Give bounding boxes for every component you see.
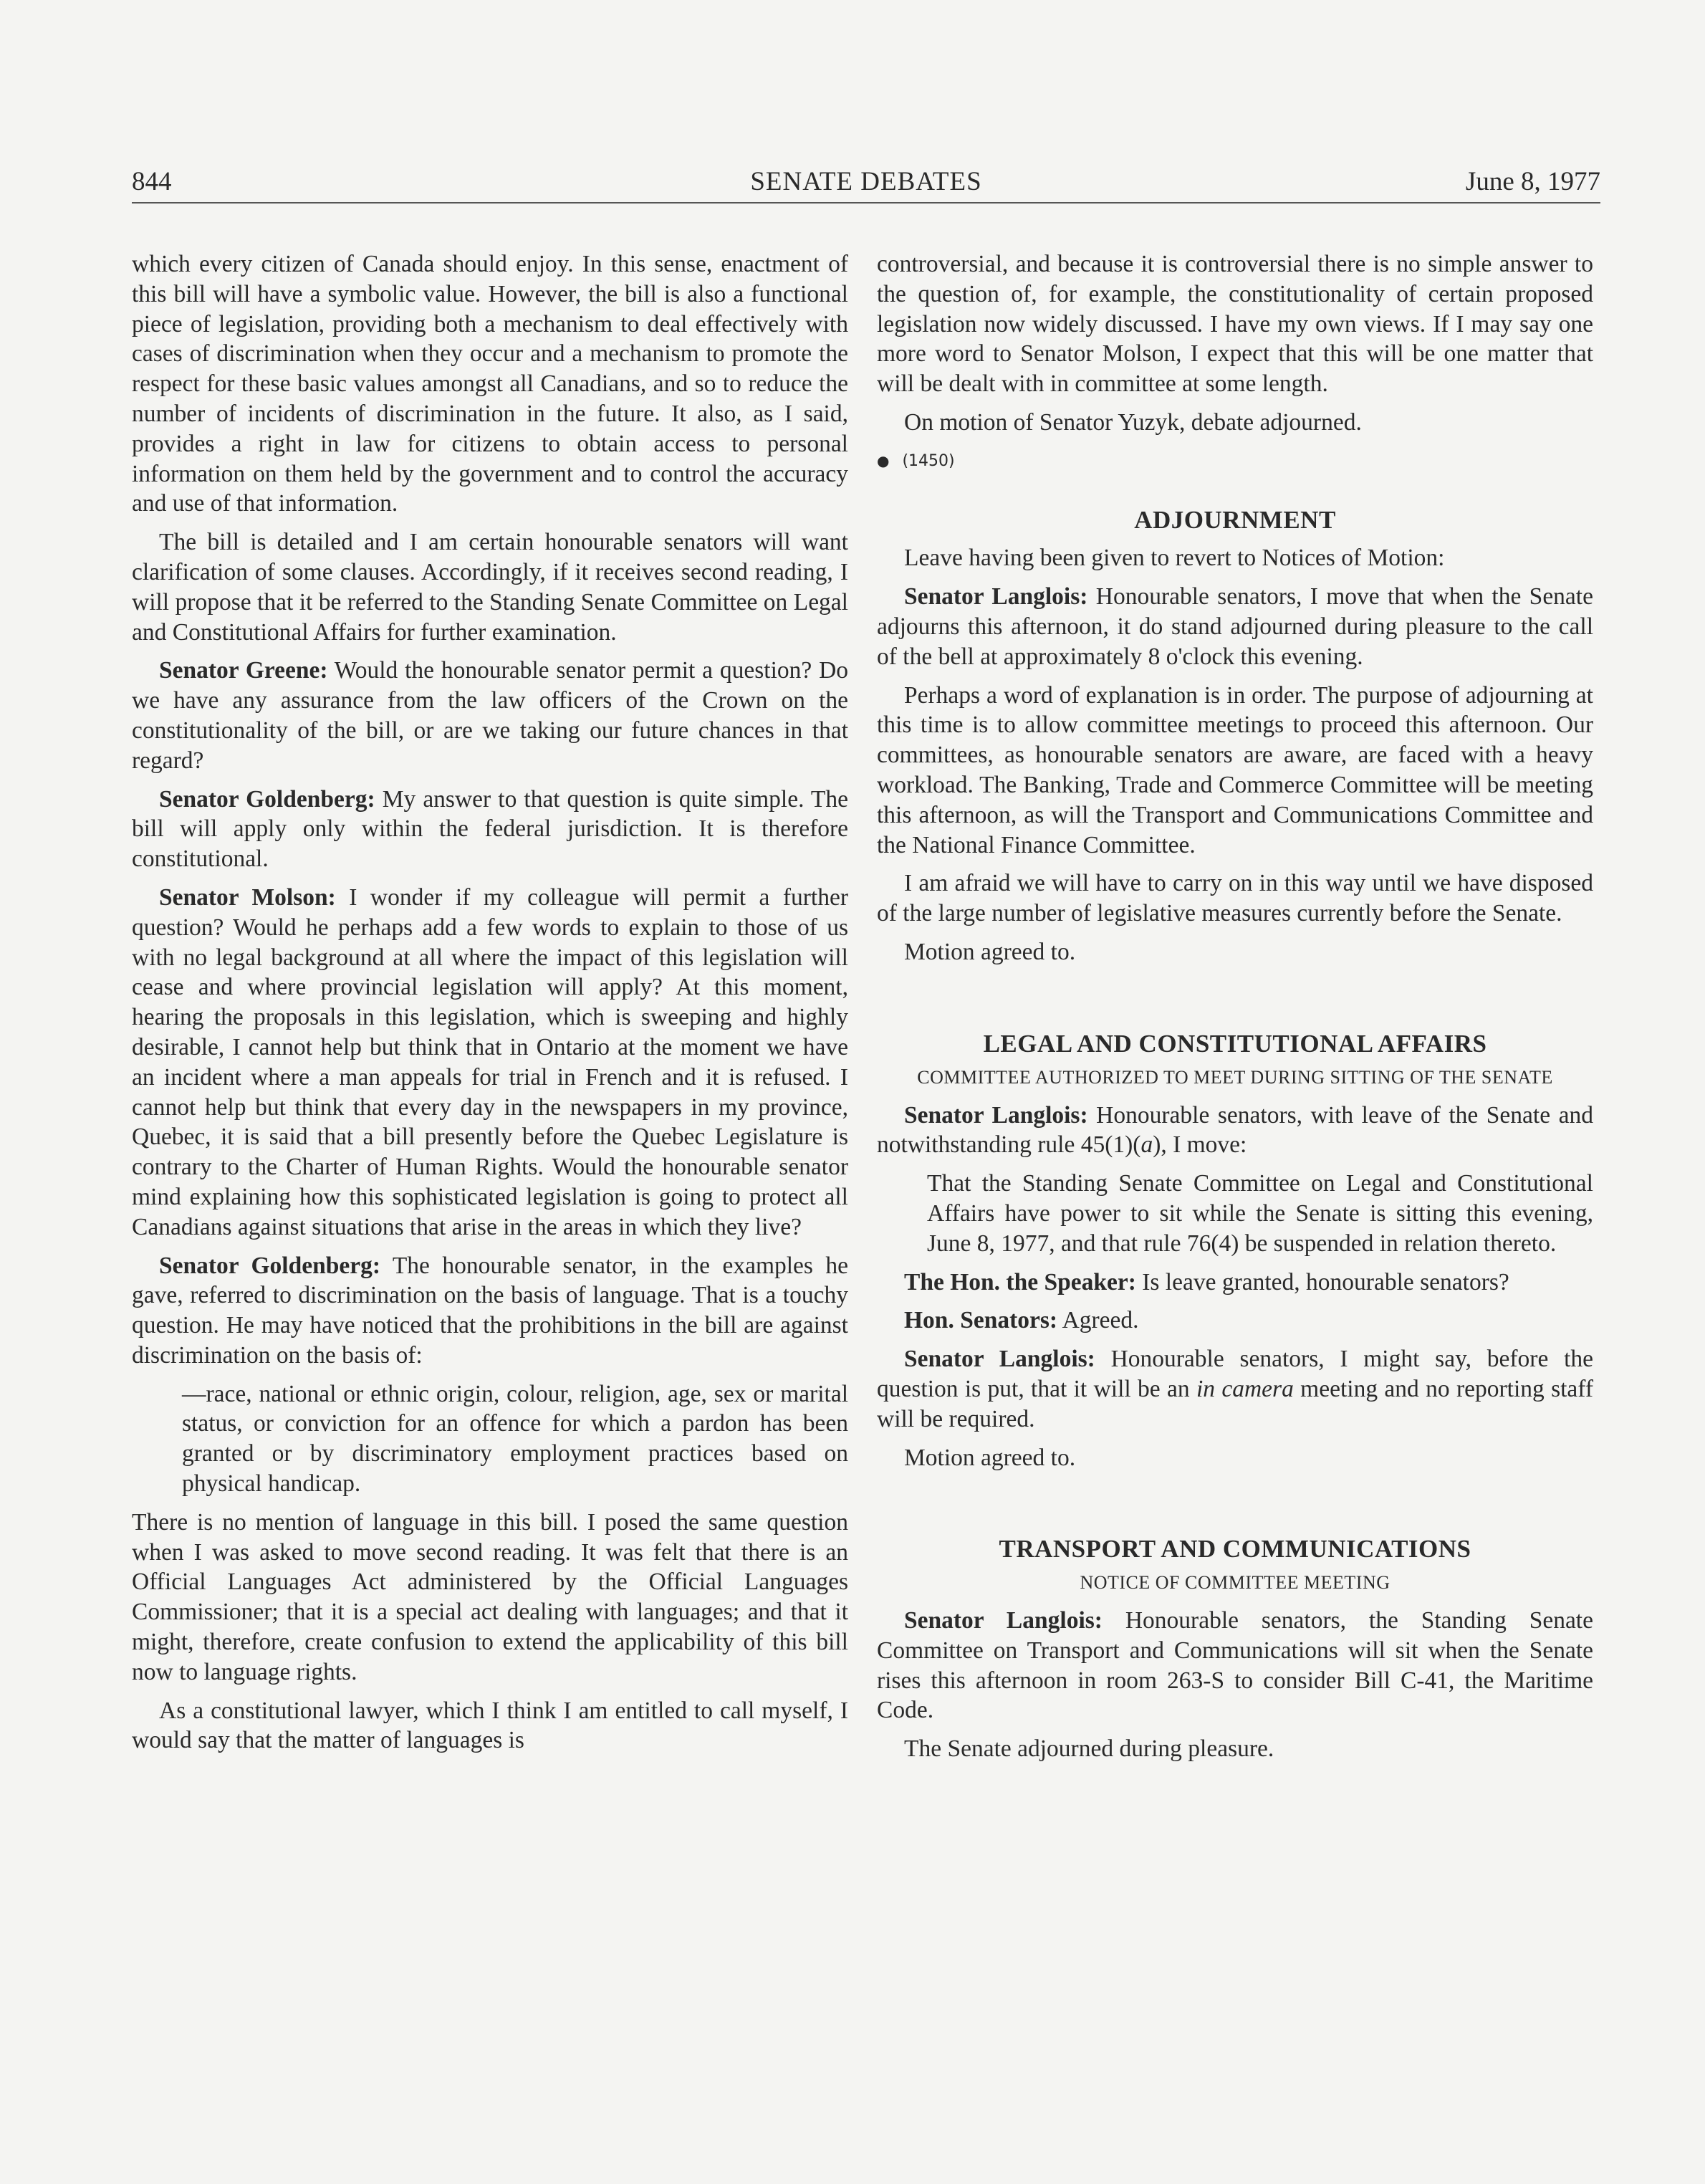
speech-text-italic: in camera bbox=[1196, 1375, 1294, 1402]
paragraph: I am afraid we will have to carry on in this way until we have disposed of the large number of legislative measures currently before the Senate. bbox=[877, 870, 1593, 927]
section-heading-adjournment: ADJOURNMENT bbox=[1134, 505, 1336, 534]
speaker-name: Senator Langlois: bbox=[904, 1346, 1095, 1373]
speech-senators bbox=[877, 1306, 1593, 1336]
time-marker-text: (1450) bbox=[902, 451, 955, 470]
paragraph: Motion agreed to. bbox=[904, 1444, 1076, 1471]
speaker-name: Senator Langlois: bbox=[904, 1607, 1103, 1634]
speaker-name: Senator Goldenberg: bbox=[159, 785, 375, 813]
paragraph: Leave having been given to revert to Notices of Motion: bbox=[904, 545, 1445, 572]
speech-text: Honourable senators, I move that when the Senate adjourns this afternoon, it do stand adjourned during pleasure to the call of the bell at approximately 8 o'clock this evening. bbox=[877, 583, 1593, 670]
speech-text: Would the honourable senator permit a question? Do we have any assurance from the law officers of the Crown on the constitutionality of the bill, or are we taking our future chances in that regard? bbox=[132, 657, 849, 774]
speech-speaker bbox=[877, 1268, 1593, 1298]
speech-text: meeting and no reporting staff will be required. bbox=[877, 1375, 1594, 1432]
spacer bbox=[877, 1481, 1593, 1514]
spacer bbox=[877, 976, 1593, 1009]
speaker-name: Senator Langlois: bbox=[904, 1101, 1088, 1129]
speech-goldenberg bbox=[132, 785, 848, 874]
section-subheading-transport: NOTICE OF COMMITTEE MEETING bbox=[1080, 1572, 1391, 1594]
speaker-name: Senator Langlois: bbox=[904, 583, 1088, 610]
paragraph: controversial, and because it is controversial there is no simple answer to the question of, for example, the constitutionality of certain proposed legislation now widely discussed. I have my own views. If I may say one more word to Senator Molson, I expect that this will be one matter that will be dealt with in committee at some length. bbox=[877, 251, 1593, 398]
speech-molson bbox=[132, 883, 848, 1242]
paragraph: There is no mention of language in this bill. I posed the same question when I was asked to move second reading. It was felt that there is an Official Languages Act administered by the Official Languages Commissioner; that it is a special act dealing with languages; and that it might, therefore, create confusion to extend the applicability of this bill now to language rights. bbox=[132, 1508, 848, 1685]
paragraph: The bill is detailed and I am certain honourable senators will want clarification of some clauses. Accordingly, if it receives second reading, I will propose that it be referred to the Standing Senate Committee on Legal and Constitutional Affairs for further examination. bbox=[132, 529, 848, 646]
time-marker bbox=[877, 446, 1593, 476]
section-heading-legal: LEGAL AND CONSTITUTIONAL AFFAIRS bbox=[983, 1029, 1487, 1058]
paragraph: As a constitutional lawyer, which I think I am entitled to call myself, I would say that the matter of languages is bbox=[132, 1697, 848, 1754]
paragraph: The Senate adjourned during pleasure. bbox=[904, 1735, 1274, 1763]
motion-text: That the Standing Senate Committee on Legal and Constitutional Affairs have power to sit while the Senate is sitting this evening, June 8, 1977, and that rule 76(4) be suspended in relation thereto. bbox=[927, 1170, 1593, 1257]
speech-text: I wonder if my colleague will permit a further question? Would he perhaps add a few words to explain to those of us with no legal background at all where the impact of this legislation will cease and where provincial legislation will apply? At this moment, hearing the proposals in this legislation, which is sweeping and highly desirable, I cannot help but think that in Ontario at the moment we have an incident where a man appeals for trial in French and it is refused. I cannot help but think that every day in the newspapers in my province, Quebec, it is said that a bill presently before the Quebec Legislature is contrary to the Charter of Human Rights. Would the honourable senator mind explaining how this sophisticated legislation is going to protect all Canadians against situations that arise in the areas in which they live? bbox=[132, 883, 848, 1240]
speech-goldenberg bbox=[132, 1251, 848, 1371]
issue-date: June 8, 1977 bbox=[1465, 167, 1600, 196]
speech-text: My answer to that question is quite simple. The bill will apply only within the federal jurisdiction. It is therefore constitutional. bbox=[132, 785, 848, 873]
section-subheading-legal: COMMITTEE AUTHORIZED TO MEET DURING SITTING OF THE SENATE bbox=[917, 1066, 1553, 1088]
speech-text: The honourable senator, in the examples he gave, referred to discrimination on the basis of language. That is a touchy question. He may have noticed that the prohibitions in the bill are against discrimination on the basis of: bbox=[132, 1252, 848, 1369]
speech-langlois bbox=[877, 582, 1593, 671]
publication-title: SENATE DEBATES bbox=[750, 167, 982, 196]
speaker-name: The Hon. the Speaker: bbox=[904, 1268, 1136, 1295]
speech-text: Honourable senators, with leave of the Senate and notwithstanding rule 45(1)( bbox=[877, 1101, 1593, 1159]
right-column bbox=[877, 249, 1593, 1773]
bullet-icon: ● bbox=[877, 451, 890, 469]
speaker-name: Senator Goldenberg: bbox=[159, 1252, 380, 1279]
paragraph: Motion agreed to. bbox=[904, 938, 1076, 965]
speech-text-italic: a bbox=[1140, 1131, 1153, 1159]
speech-text: Is leave granted, honourable senators? bbox=[1135, 1268, 1509, 1295]
speech-text: Honourable senators, the Standing Senate Committee on Transport and Communications will sit when the Senate rises this afternoon in room 263-S to consider Bill C-41, the Maritime Code. bbox=[877, 1607, 1593, 1724]
speech-text: Agreed. bbox=[1057, 1307, 1139, 1334]
speaker-name: Senator Greene: bbox=[159, 657, 328, 684]
paragraph: On motion of Senator Yuzyk, debate adjourned. bbox=[904, 408, 1362, 436]
speech-text: ), I move: bbox=[1153, 1131, 1247, 1159]
speaker-name: Senator Molson: bbox=[159, 883, 336, 911]
running-head bbox=[132, 162, 1600, 203]
speech-langlois bbox=[877, 1606, 1593, 1725]
speaker-name: Hon. Senators: bbox=[904, 1307, 1058, 1334]
section-heading-transport: TRANSPORT AND COMMUNICATIONS bbox=[999, 1535, 1471, 1563]
paragraph: Perhaps a word of explanation is in order. The purpose of adjourning at this time is to allow committee meetings to proceed this afternoon. Our committees, as honourable senators are aware, are faced with a heavy workload. The Banking, Trade and Commerce Committee will be meeting this afternoon, as will the Transport and Communications Committee and the National Finance Committee. bbox=[877, 681, 1593, 858]
page-number: 844 bbox=[132, 167, 172, 196]
speech-langlois bbox=[877, 1344, 1593, 1434]
paragraph: which every citizen of Canada should enjoy. In this sense, enactment of this bill will have a symbolic value. However, the bill is also a functional piece of legislation, providing both a mechanism to deal effectively with cases of discrimination when they occur and a mechanism to promote the respect for these basic values amongst all Canadians, and so to reduce the number of incidents of discrimination in the future. It also, as I said, provides a right in law for citizens to obtain access to personal information on them held by the government and to control the accuracy and use of that information. bbox=[132, 251, 848, 517]
speech-text: Honourable senators, I might say, before the question is put, that it will be an bbox=[877, 1346, 1593, 1402]
left-column bbox=[132, 249, 848, 1764]
speech-langlois bbox=[877, 1101, 1593, 1161]
speech-greene bbox=[132, 656, 848, 775]
quoted-text: —race, national or ethnic origin, colour, religion, age, sex or marital status, or conviction for an offence for which a pardon has been granted or by discriminatory employment practices based on physical handicap. bbox=[182, 1380, 848, 1498]
